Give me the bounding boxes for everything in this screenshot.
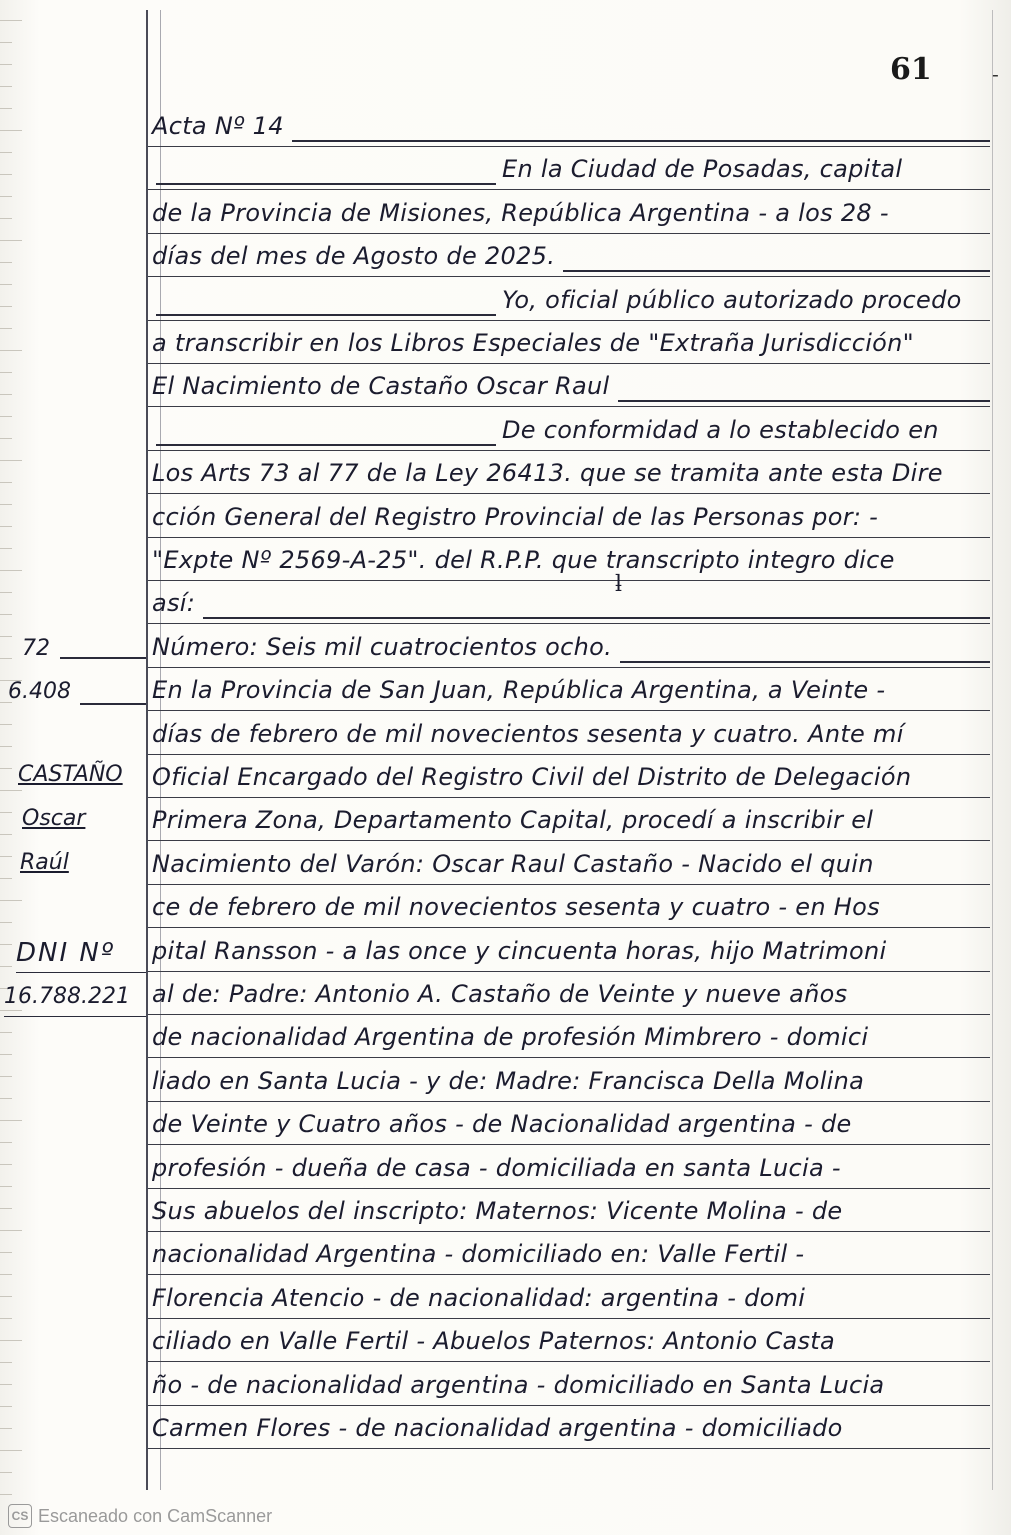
leading-fill-line bbox=[156, 444, 496, 446]
ruled-line bbox=[148, 1231, 990, 1232]
handwritten-line: Los Arts 73 al 77 de la Ley 26413. que se tramita ante esta Dire bbox=[152, 459, 943, 488]
ruled-line bbox=[148, 710, 990, 711]
handwritten-line: de nacionalidad Argentina de profesión Mimbrero - domici bbox=[152, 1023, 869, 1052]
page-number: 61 bbox=[890, 52, 932, 87]
handwritten-line: de la Provincia de Misiones, República Argentina - a los 28 - bbox=[152, 198, 889, 227]
ruler-tick bbox=[0, 1208, 12, 1209]
ruled-line bbox=[148, 927, 990, 928]
trailing-fill-line bbox=[292, 140, 990, 142]
ruler-tick bbox=[0, 1076, 12, 1077]
ruler-tick bbox=[0, 658, 12, 659]
handwritten-line: de Veinte y Cuatro años - de Nacionalidad argentina - de bbox=[152, 1110, 852, 1139]
ruler-tick bbox=[0, 636, 12, 637]
handwritten-line: ño - de nacionalidad argentina - domiciliado en Santa Lucia bbox=[152, 1370, 885, 1399]
handwritten-line: Número: Seis mil cuatrocientos ocho. bbox=[152, 632, 613, 661]
ruler-tick bbox=[0, 592, 12, 593]
ruler-tick bbox=[0, 1274, 12, 1275]
page-edge-mark: - bbox=[992, 62, 999, 86]
ruler-tick bbox=[0, 1186, 12, 1187]
ruled-line bbox=[148, 493, 990, 494]
ruler-tick bbox=[0, 328, 12, 329]
ruled-line bbox=[148, 754, 990, 755]
margin-note-number: 72 bbox=[22, 636, 50, 661]
ruler-tick bbox=[0, 548, 12, 549]
ruler-tick bbox=[0, 1384, 12, 1385]
margin-note-first-name: Oscar bbox=[22, 806, 86, 831]
ruled-line bbox=[148, 450, 990, 451]
leading-fill-line bbox=[156, 314, 496, 316]
ruler-tick bbox=[0, 1428, 12, 1429]
ruled-line bbox=[148, 797, 990, 798]
handwritten-line: pital Ransson - a las once y cincuenta horas, hijo Matrimoni bbox=[152, 936, 887, 965]
ruler-tick bbox=[0, 570, 22, 571]
ruled-line bbox=[148, 1101, 990, 1102]
ruled-line bbox=[148, 1448, 990, 1449]
ruler-tick bbox=[0, 614, 12, 615]
ruled-line bbox=[148, 1188, 990, 1189]
margin-note-surname: CASTAÑO bbox=[18, 762, 123, 787]
ruler-tick bbox=[0, 42, 12, 43]
ruled-line bbox=[148, 884, 990, 885]
margin-rule bbox=[4, 1016, 146, 1017]
handwritten-line: De conformidad a lo establecido en bbox=[502, 415, 939, 444]
ruled-line bbox=[148, 146, 990, 147]
ruler-tick bbox=[0, 130, 22, 131]
ruler-tick bbox=[0, 240, 22, 241]
ruler-tick bbox=[0, 1362, 12, 1363]
margin-note-second-name: Raúl bbox=[20, 850, 69, 875]
handwritten-line: Acta Nº 14 bbox=[152, 112, 284, 140]
ruler-tick bbox=[0, 724, 12, 725]
ruler-tick bbox=[0, 1494, 12, 1495]
margin-rule bbox=[16, 972, 146, 973]
ruler-tick bbox=[0, 966, 12, 967]
ruler-tick bbox=[0, 1164, 12, 1165]
ruler-tick bbox=[0, 922, 12, 923]
handwritten-line: días de febrero de mil novecientos sesenta y cuatro. Ante mí bbox=[152, 719, 904, 748]
handwritten-line: Florencia Atencio - de nacionalidad: argentina - domi bbox=[152, 1283, 806, 1312]
ruled-line bbox=[148, 971, 990, 972]
handwritten-line: Sus abuelos del inscripto: Maternos: Vicente Molina - de bbox=[152, 1197, 843, 1225]
ruled-line bbox=[148, 623, 990, 624]
handwritten-line: cción General del Registro Provincial de las Personas por: - bbox=[152, 502, 879, 531]
margin-fill bbox=[80, 703, 146, 705]
ruled-line bbox=[148, 189, 990, 190]
ruler-tick bbox=[0, 174, 12, 175]
ruler-tick bbox=[0, 1296, 12, 1297]
margin-note-dni-label: DNI Nº bbox=[16, 938, 116, 968]
ruler-tick bbox=[0, 1406, 12, 1407]
ruler-tick bbox=[0, 1472, 12, 1473]
trailing-fill-line bbox=[563, 270, 990, 272]
left-binding-ruler bbox=[0, 0, 30, 1500]
ruler-tick bbox=[0, 1252, 12, 1253]
ruler-tick bbox=[0, 284, 12, 285]
handwritten-line: ciliado en Valle Fertil - Abuelos Paternos: Antonio Casta bbox=[152, 1327, 836, 1356]
handwritten-line: Yo, oficial público autorizado procedo bbox=[502, 285, 962, 314]
ruled-line bbox=[148, 1361, 990, 1362]
ruler-tick bbox=[0, 878, 12, 879]
handwritten-line: liado en Santa Lucia - y de: Madre: Francisca Della Molina bbox=[152, 1066, 865, 1095]
trailing-fill-line bbox=[620, 661, 990, 663]
ruler-tick bbox=[0, 1054, 12, 1055]
ruled-line bbox=[148, 1274, 990, 1275]
ruler-tick bbox=[0, 834, 12, 835]
handwritten-line: nacionalidad Argentina - domiciliado en: Valle Fertil - bbox=[152, 1240, 805, 1269]
ruled-line bbox=[148, 537, 990, 538]
ruler-tick bbox=[0, 900, 22, 901]
handwritten-line: al de: Padre: Antonio A. Castaño de Veinte y nueve años bbox=[152, 980, 848, 1008]
ruler-tick bbox=[0, 1010, 22, 1011]
ruler-tick bbox=[0, 768, 12, 769]
ruler-tick bbox=[0, 1450, 22, 1451]
ruler-tick bbox=[0, 812, 12, 813]
right-edge-line bbox=[992, 10, 993, 1490]
margin-fill bbox=[60, 657, 146, 659]
ruled-line bbox=[148, 1014, 990, 1015]
ruler-tick bbox=[0, 1230, 22, 1231]
handwritten-line: Oficial Encargado del Registro Civil del Distrito de Delegación bbox=[152, 763, 912, 791]
ruled-line bbox=[148, 667, 990, 668]
handwritten-line: días del mes de Agosto de 2025. bbox=[152, 242, 556, 271]
scanner-watermark bbox=[8, 1504, 272, 1528]
ruler-tick bbox=[0, 152, 12, 153]
ruler-tick bbox=[0, 1318, 12, 1319]
watermark-text: Escaneado con CamScanner bbox=[38, 1505, 273, 1526]
camscanner-logo-icon: CS bbox=[8, 1504, 32, 1528]
ruler-tick bbox=[0, 460, 22, 461]
ruler-tick bbox=[0, 20, 22, 21]
margin-note-code: 6.408 bbox=[8, 679, 71, 704]
ruler-tick bbox=[0, 504, 12, 505]
ruled-line bbox=[148, 1318, 990, 1319]
handwritten-line: a transcribir en los Libros Especiales de "Extraña Jurisdicción" bbox=[152, 329, 915, 357]
handwritten-line: profesión - dueña de casa - domiciliada en santa Lucia - bbox=[152, 1153, 841, 1182]
handwritten-line: En la Provincia de San Juan, República Argentina, a Veinte - bbox=[152, 676, 886, 705]
ruler-tick bbox=[0, 86, 12, 87]
ruler-tick bbox=[0, 1142, 12, 1143]
handwritten-line: En la Ciudad de Posadas, capital bbox=[502, 155, 903, 184]
trailing-fill-line bbox=[618, 400, 990, 402]
ruler-tick bbox=[0, 1098, 12, 1099]
handwritten-line: "Expte Nº 2569-A-25". del R.P.P. que transcripto integro dice bbox=[152, 546, 895, 574]
handwritten-line: Carmen Flores - de nacionalidad argentina - domiciliado bbox=[152, 1414, 843, 1442]
ruler-tick bbox=[0, 856, 12, 857]
ruler-tick bbox=[0, 372, 12, 373]
ruled-line bbox=[148, 363, 990, 364]
ruled-line bbox=[148, 320, 990, 321]
ruler-tick bbox=[0, 746, 12, 747]
ruled-line bbox=[148, 406, 990, 407]
ruled-line bbox=[148, 1057, 990, 1058]
ruler-tick bbox=[0, 1032, 12, 1033]
leading-fill-line bbox=[156, 183, 496, 185]
ruled-line bbox=[148, 580, 990, 581]
ruler-tick bbox=[0, 1120, 22, 1121]
ruled-line bbox=[148, 840, 990, 841]
ruled-line bbox=[148, 1144, 990, 1145]
ruler-tick bbox=[0, 394, 12, 395]
handwritten-line: así: bbox=[152, 589, 196, 618]
trailing-fill-line bbox=[203, 617, 990, 619]
ruler-tick bbox=[0, 64, 12, 65]
handwritten-line: ce de febrero de mil novecientos sesenta y cuatro - en Hos bbox=[152, 893, 880, 922]
ruler-tick bbox=[0, 526, 12, 527]
ruled-line bbox=[148, 276, 990, 277]
ruler-tick bbox=[0, 482, 12, 483]
ruler-tick bbox=[0, 218, 12, 219]
ruler-tick bbox=[0, 196, 12, 197]
strikethrough-mark: ƚ bbox=[615, 572, 623, 597]
handwritten-line: Nacimiento del Varón: Oscar Raul Castaño - Nacido el quin bbox=[152, 849, 874, 878]
ruler-tick bbox=[0, 306, 12, 307]
ruler-tick bbox=[0, 108, 12, 109]
handwritten-line: El Nacimiento de Castaño Oscar Raul bbox=[152, 372, 610, 401]
ruler-tick bbox=[0, 1340, 22, 1341]
ruler-tick bbox=[0, 350, 22, 351]
ruler-tick bbox=[0, 944, 12, 945]
ruler-tick bbox=[0, 262, 12, 263]
ruler-tick bbox=[0, 438, 12, 439]
ruler-tick bbox=[0, 790, 22, 791]
margin-note-dni-number: 16.788.221 bbox=[4, 984, 130, 1009]
ruled-line bbox=[148, 1405, 990, 1406]
ruler-tick bbox=[0, 416, 12, 417]
handwritten-line: Primera Zona, Departamento Capital, procedí a inscribir el bbox=[152, 806, 874, 835]
ruled-line bbox=[148, 233, 990, 234]
